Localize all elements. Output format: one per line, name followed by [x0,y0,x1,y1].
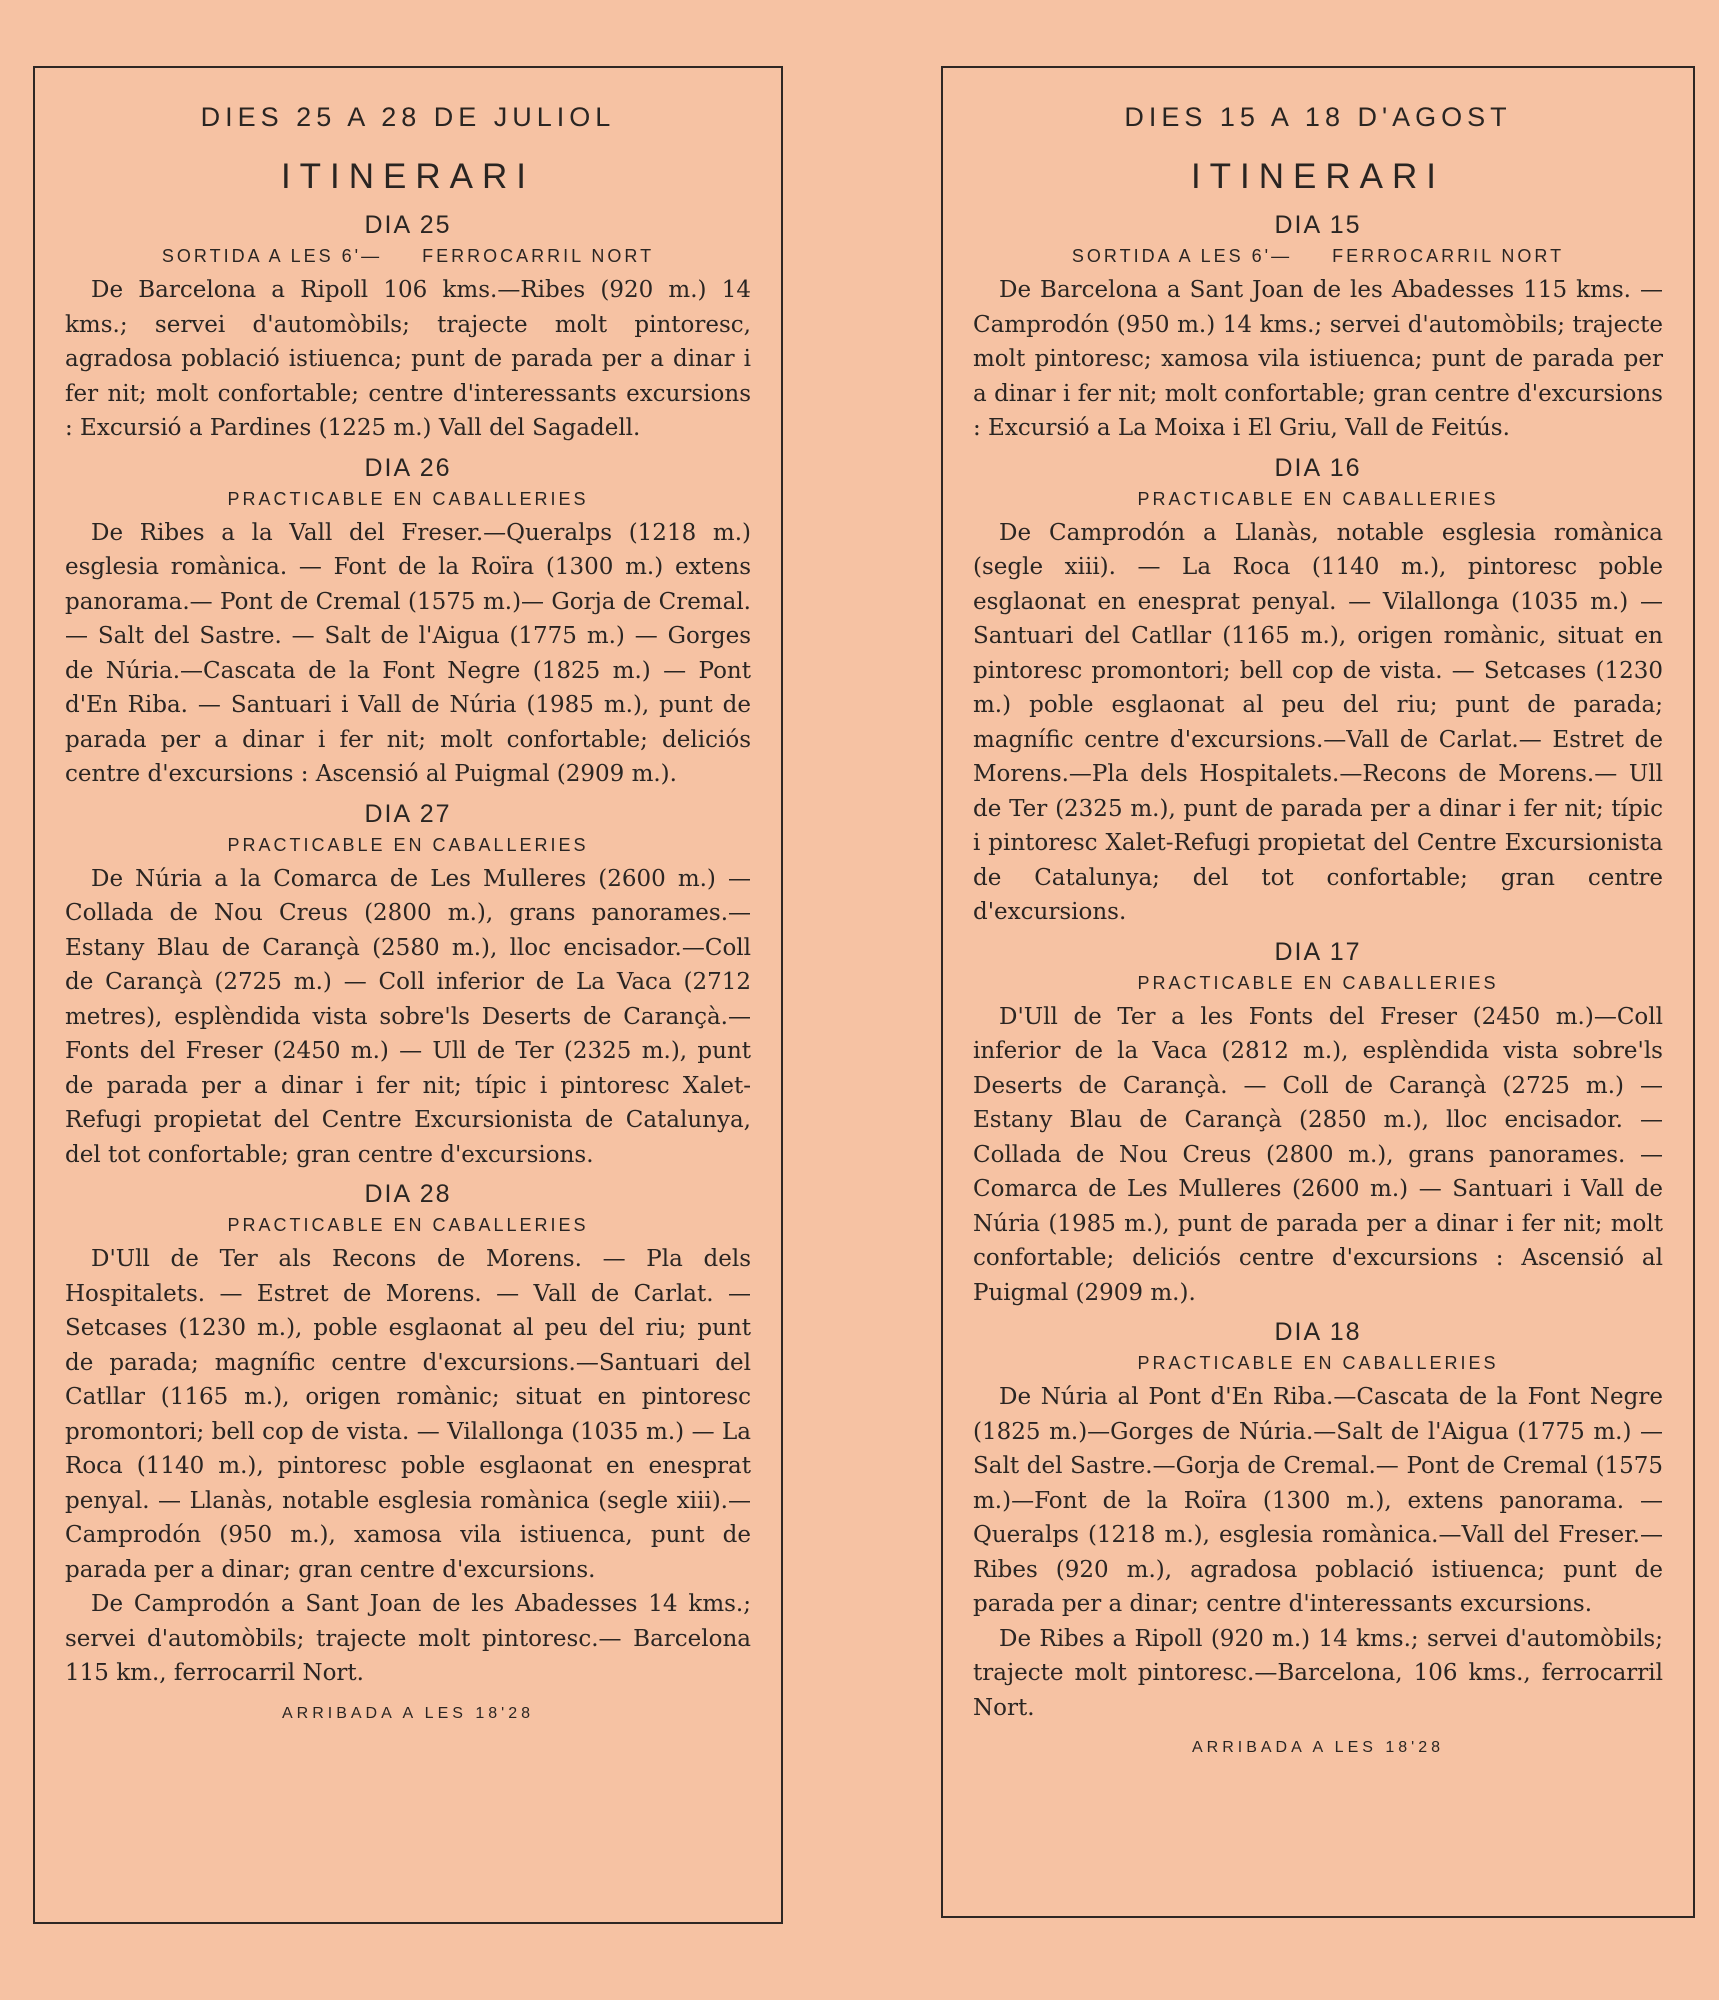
day-description: De Camprodón a Llanàs, notable esglesia romànica (segle xiii). — La Roca (1140 m.), pintoresc poble esglaonat en enesprat penyal. — Vilallonga (1035 m.) —Santuari del Catllar (1165 m.), origen romànic, situat en pintoresc promontori; bell cop de vista. — Setcases (1230 m.) poble esglaonat al peu del riu; punt de parada; magnífic centre d'excursions.—Vall de Carlat.— Estret de Morens.—Pla dels Hospitalets.—Recons de Morens.— Ull de Ter (2325 m.), punt de parada per a dinar i fer nit; típic i pintoresc Xalet-Refugi propietat del Centre Excursionista de Catalunya; del tot confortable; gran centre d'excursions. [973,519,1663,925]
day-subtitle [973,246,1663,267]
day-description-return: De Camprodón a Sant Joan de les Abadesses 14 kms.; servei d'automòbils; trajecte molt pintoresc.— Barcelona 115 km., ferrocarril Nort. [65,1591,751,1686]
arrival-time: ARRIBADA A LES 18'28 [281,1704,535,1722]
day-description-return: De Ribes a Ripoll (920 m.) 14 kms.; servei d'automòbils; trajecte molt pintoresc.—Barcelona, 106 kms., ferrocarril Nort. [973,1625,1663,1721]
day-description: De Ribes a la Vall del Freser.—Queralps (1218 m.) esglesia romànica. — Font de la Roïra (1300 m.) extens panorama.— Pont de Cremal (1575 m.)— Gorja de Cremal. — Salt del Sastre. — Salt de l'Aigua (1775 m.) — Gorges de Núria.—Cascata de la Font Negre (1825 m.) — Pont d'En Riba. — Santuari i Vall de Núria (1985 m.), punt de parada per a dinar i fer nit; molt confortable; deliciós centre d'excursions : Ascensió al Puigmal (2909 m.). [65,519,751,787]
itinerary-title: ITINERARI [1190,157,1446,196]
day-title: DIA 26 [364,453,452,482]
day-description: De Barcelona a Sant Joan de les Abadesses 115 kms. — Camprodón (950 m.) 14 kms.; servei d'automòbils; trajecte molt pintoresc; xamosa vila istiuenca; punt de parada per a dinar i fer nit; molt confortable; gran centre d'excursions : Excursió a La Moixa i El Griu, Vall de Feitús. [973,277,1663,441]
day-subtitle: PRACTICABLE EN CABALLERIES [1137,1353,1499,1373]
day-title: DIA 27 [364,799,452,828]
dates-heading: DIES 25 A 28 DE JULIOL [200,102,616,132]
day-section [973,1318,1663,1725]
day-title: DIA 25 [364,211,452,239]
day-description: D'Ull de Ter als Recons de Morens. — Pla dels Hospitalets. — Estret de Morens. — Vall de Carlat. — Setcases (1230 m.), poble esglaonat al peu del riu; punt de parada; magnífic centre d'excursions.—Santuari del Catllar (1165 m.), origen romànic; situat en pintoresc promontori; bell cop de vista. — Vilallonga (1035 m.) — La Roca (1140 m.), pintoresc poble esglaonat en enesprat penyal. — Llanàs, notable esglesia romànica (segle xiii).—Camprodón (950 m.), xamosa vila istiuenca, punt de parada per a dinar; gran centre d'excursions. [65,1246,751,1583]
arrival-time: ARRIBADA A LES 18'28 [1191,1739,1445,1756]
day-title: DIA 15 [1274,211,1362,239]
day-subtitle: PRACTICABLE EN CABALLERIES [227,1215,589,1235]
itinerary-title: ITINERARI [280,157,536,196]
day-section [65,1180,751,1691]
day-section [65,211,751,446]
railway-line: FERROCARRIL NORT [1332,246,1565,266]
itinerary-panel-august [941,66,1695,1918]
day-title: DIA 16 [1274,453,1362,482]
day-section [973,211,1663,446]
day-description: D'Ull de Ter a les Fonts del Freser (2450 m.)—Coll inferior de la Vaca (2812 m.), esplèndida vista sobre'ls Deserts de Carançà. — Coll de Carançà (2725 m.) — Estany Blau de Carançà (2850 m.), lloc encisador. — Collada de Nou Creus (2800 m.), grans panorames. —Comarca de Les Mulleres (2600 m.) — Santuari i Vall de Núria (1985 m.), punt de parada per a dinar i fer nit; molt confortable; deliciós centre d'excursions : Ascensió al Puigmal (2909 m.). [973,1003,1663,1306]
day-subtitle: PRACTICABLE EN CABALLERIES [1137,488,1499,509]
day-section [65,800,751,1173]
day-subtitle: PRACTICABLE EN CABALLERIES [227,488,589,509]
day-subtitle: PRACTICABLE EN CABALLERIES [1137,972,1499,993]
dates-heading: DIES 15 A 18 D'AGOST [1124,102,1512,132]
departure-time: SORTIDA A LES 6'— [1071,246,1293,266]
day-section [973,454,1663,930]
railway-line: FERROCARRIL NORT [422,246,655,266]
itinerary-panel-july [33,66,783,1924]
day-title: DIA 28 [364,1180,452,1208]
day-subtitle: PRACTICABLE EN CABALLERIES [227,834,589,855]
departure-time: SORTIDA A LES 6'— [161,246,383,266]
day-title: DIA 17 [1274,937,1362,966]
day-description: De Barcelona a Ripoll 106 kms.—Ribes (920 m.) 14 kms.; servei d'automòbils; trajecte molt pintoresc, agradosa població istiuenca; punt de parada per a dinar i fer nit; molt confortable; centre d'interessants excursions : Excursió a Pardines (1225 m.) Vall del Sagadell. [65,277,751,441]
day-title: DIA 18 [1274,1318,1362,1346]
day-subtitle [65,246,751,267]
day-section [973,938,1663,1311]
day-description: De Núria al Pont d'En Riba.—Cascata de la Font Negre (1825 m.)—Gorges de Núria.—Salt de l'Aigua (1775 m.) —Salt del Sastre.—Gorja de Cremal.— Pont de Cremal (1575 m.)—Font de la Roïra (1300 m.), extens panorama. —Queralps (1218 m.), esglesia romànica.—Vall del Freser.—Ribes (920 m.), agradosa població istiuenca; punt de parada per a dinar; centre d'interessants excursions. [973,1384,1663,1617]
day-section [65,454,751,792]
day-description: De Núria a la Comarca de Les Mulleres (2600 m.) — Collada de Nou Creus (2800 m.), grans panorames.— Estany Blau de Carançà (2580 m.), lloc encisador.—Coll de Carançà (2725 m.) — Coll inferior de La Vaca (2712 metres), esplèndida vista sobre'ls Deserts de Carançà.— Fonts del Freser (2450 m.) — Ull de Ter (2325 m.), punt de parada per a dinar i fer nit; típic i pintoresc Xalet-Refugi propietat del Centre Excursionista de Catalunya, del tot confortable; gran centre d'excursions. [65,865,751,1168]
